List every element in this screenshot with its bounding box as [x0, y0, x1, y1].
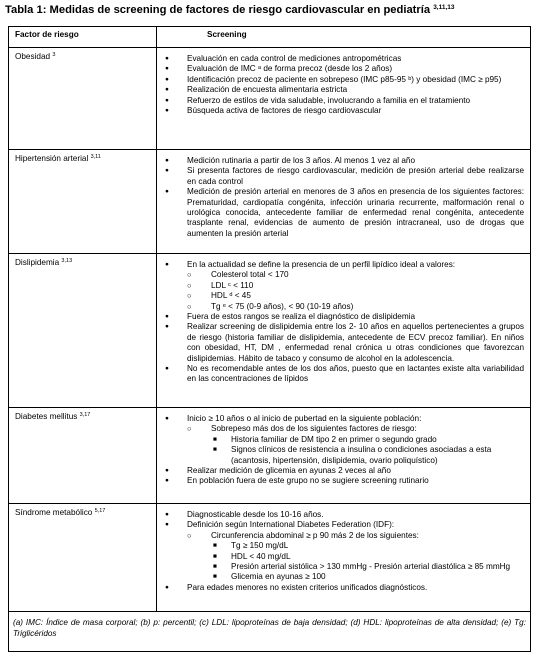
list-item: ● Evaluación en cada control de mediciones antropométricas: [163, 54, 524, 64]
table-row: [9, 408, 531, 504]
sub-list-text: Sobrepeso más dos de los siguientes factores de riesgo:: [211, 424, 417, 434]
factor-references: 5,17: [94, 508, 106, 514]
list-item: ● Realización de encuesta alimentaria estricta: [163, 85, 524, 95]
sub-sub-list: [211, 435, 524, 466]
factor-references: 3,13: [61, 258, 73, 264]
header-screening: Screening: [157, 27, 531, 48]
bullet-list: [163, 414, 524, 487]
sub-list: [187, 270, 524, 312]
table-footnote: (a) IMC: Índice de masa corporal; (b) p: percentil; (c) LDL: lipoproteínas de baja densidad; (d) HDL: lipoproteínas de alta densidad; (e) Tg: Triglicéridos: [9, 612, 531, 652]
list-item: ● Realizar screening de dislipidemia entre los 2- 10 años en aquellos pertenecientes a grupos de riesgo (historia familiar de dislipidemia, antecedente de ECV precoz familiar). En niños con obesidad, HT, DM , enfermedad renal crónica u otras condiciones que favorezcan dislipidemias. Hábito de tabaco y consumo de alcohol en la adolescencia.: [163, 322, 524, 364]
table-title: Tabla 1: Medidas de screening de factores de riesgo cardiovascular en pediatría $^{3,11,13}$: [5, 4, 455, 16]
sub-sub-list-item: ■ Tg ≥ 150 mg/dL: [211, 541, 524, 551]
screening-cell: [157, 48, 531, 150]
factor-label: Dislipidemia: [15, 258, 60, 267]
factor-references: 3,11: [90, 154, 101, 160]
list-item: ● Medición de presión arterial en menores de 3 años en presencia de los siguientes factores: Prematuridad, cardiopatía congénita, infección urinaria recurrente, malformación renal o urológica conocida, antecedente familiar de enfermedad renal congénita, antecedente trasplante renal, evidencias de aumento de presión intracraneal, uso de drogas que aumenten la presión arterial: [163, 187, 524, 239]
list-item: ● Evaluación de IMC ᵃ de forma precoz (desde los 2 años): [163, 64, 524, 74]
sub-sub-list-item: ■ Historia familiar de DM tipo 2 en primer o segundo grado: [211, 435, 524, 445]
factor-cell: [9, 504, 157, 612]
screening-cell: [157, 408, 531, 504]
sub-list: [187, 531, 524, 583]
list-item: ● Para edades menores no existen criterios unificados diagnósticos.: [163, 583, 524, 593]
list-item: ● Identificación precoz de paciente en sobrepeso (IMC p85-95 ᵇ) y obesidad (IMC ≥ p95): [163, 75, 524, 85]
bullet-list: [163, 54, 524, 116]
sub-list-item: ○ Tg ᵉ < 75 (0-9 años), < 90 (10-19 años): [187, 302, 524, 312]
sub-sub-list: [211, 541, 524, 583]
table-row: [9, 150, 531, 254]
sub-sub-list-item: ■ Signos clínicos de resistencia a insulina o condiciones asociadas a esta (acantosis, hipertensión, dislipidemia, ovario poliquístico): [211, 445, 524, 466]
factor-cell: [9, 408, 157, 504]
list-item: ● Fuera de estos rangos se realiza el diagnóstico de dislipidemia: [163, 312, 524, 322]
factor-cell: [9, 254, 157, 408]
factor-cell: [9, 48, 157, 150]
bullet-list: [163, 156, 524, 239]
sub-list: [187, 424, 524, 466]
title-references: 3,11,13: [433, 4, 455, 11]
list-item: ● No es recomendable antes de los dos años, puesto que en lactantes existe alta variabilidad en las concentraciones de lípidos: [163, 364, 524, 385]
factor-label: Síndrome metabólico: [15, 508, 93, 517]
screening-cell: [157, 150, 531, 254]
screening-table: [8, 26, 531, 652]
sub-list-item: ○ Colesterol total < 170: [187, 270, 524, 280]
factor-label: Diabetes mellitus: [15, 412, 78, 421]
sub-list-item: [187, 424, 524, 466]
list-item: ● En población fuera de este grupo no se sugiere screening rutinario: [163, 476, 524, 486]
table-header-row: [9, 27, 531, 48]
factor-label: Obesidad: [15, 52, 51, 61]
list-item: ● Diagnosticable desde los 10-16 años.: [163, 510, 524, 520]
list-item: [163, 520, 524, 582]
sub-sub-list-item: ■ HDL < 40 mg/dL: [211, 552, 524, 562]
bullet-list: [163, 510, 524, 593]
screening-cell: [157, 254, 531, 408]
list-item-text: Inicio ≥ 10 años o al inicio de pubertad en la siguiente población:: [187, 414, 422, 423]
factor-label: Hipertensión arterial: [15, 154, 89, 163]
list-item: [163, 414, 524, 466]
sub-list-item: [187, 531, 524, 583]
table-row: [9, 48, 531, 150]
list-item: ● Búsqueda activa de factores de riesgo cardiovascular: [163, 106, 524, 116]
sub-sub-list-item: ■ Presión arterial sistólica > 130 mmHg - Presión arterial diastólica ≥ 85 mmHg: [211, 562, 524, 572]
list-item: [163, 260, 524, 312]
list-item: ● Realizar medición de glicemia en ayunas 2 veces al año: [163, 466, 524, 476]
table-row: [9, 254, 531, 408]
header-factor: Factor de riesgo: [9, 27, 157, 48]
sub-list-item: ○ HDL ᵈ < 45: [187, 291, 524, 301]
sub-list-item: ○ LDL ᶜ < 110: [187, 281, 524, 291]
footnote-row: [9, 612, 531, 652]
list-item-text: Definición según International Diabetes Federation (IDF):: [187, 520, 395, 530]
list-item: ● Si presenta factores de riesgo cardiovascular, medición de presión arterial debe realizarse en cada control: [163, 166, 524, 187]
sub-sub-list-item: ■ Glicemia en ayunas ≥ 100: [211, 572, 524, 582]
factor-references: 3,17: [79, 412, 91, 418]
table-row: [9, 504, 531, 612]
list-item: ● Medición rutinaria a partir de los 3 años. Al menos 1 vez al año: [163, 156, 524, 166]
factor-cell: [9, 150, 157, 254]
bullet-list: [163, 260, 524, 385]
screening-cell: [157, 504, 531, 612]
factor-references: 3: [52, 52, 56, 58]
list-item: ● Refuerzo de estilos de vida saludable, involucrando a familia en el tratamiento: [163, 96, 524, 106]
list-item-text: En la actualidad se define la presencia de un perfil lipídico ideal a valores:: [187, 260, 456, 269]
sub-list-text: Circunferencia abdominal ≥ p 90 más 2 de los siguientes:: [211, 530, 419, 540]
